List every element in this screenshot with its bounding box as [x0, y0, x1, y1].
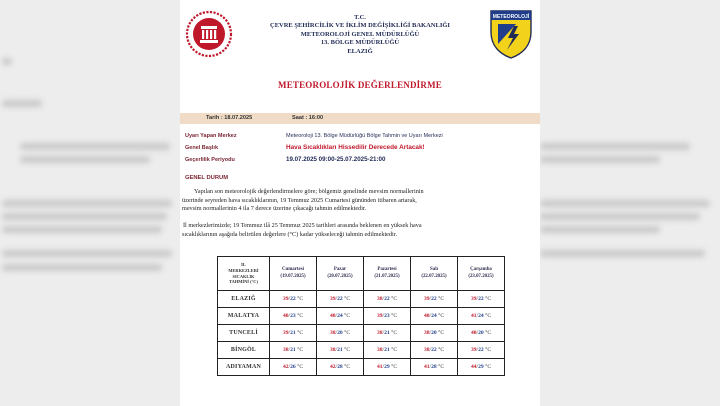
max-temp: 38 — [329, 347, 336, 353]
temp-unit: °C — [297, 330, 304, 336]
table-row — [218, 325, 505, 342]
table-city-cell: TUNCELİ — [218, 325, 270, 342]
table-city-cell: ELAZIĞ — [218, 291, 270, 308]
blurred-background-right — [540, 0, 720, 406]
table-temp-cell: 38/22 °C — [411, 342, 458, 359]
min-temp: 23 — [384, 313, 390, 319]
min-temp: 21 — [290, 347, 296, 353]
min-temp: 29 — [384, 364, 390, 370]
max-temp: 38 — [423, 330, 430, 336]
temp-unit: °C — [391, 296, 398, 302]
min-temp: 24 — [478, 313, 484, 319]
max-temp: 39 — [329, 296, 336, 302]
temp-unit: °C — [438, 364, 445, 370]
table-temp-cell: 40/20 °C — [458, 325, 505, 342]
temp-unit: °C — [391, 347, 398, 353]
table-temp-cell: 44/29 °C — [458, 359, 505, 376]
max-temp: 42 — [282, 364, 289, 370]
temp-unit: °C — [485, 364, 492, 370]
min-temp: 22 — [384, 296, 390, 302]
paragraph-1-line-1: Yapılan son meteorolojik değerlendirmelere göre; bölgemiz genelinde mevsim normallerinin — [194, 188, 424, 195]
table-temp-cell: 41/28 °C — [411, 359, 458, 376]
table-temp-cell: 42/26 °C — [270, 359, 317, 376]
temp-unit: °C — [344, 313, 351, 319]
min-temp: 22 — [478, 347, 484, 353]
document-page — [180, 0, 540, 406]
max-temp: 38 — [329, 330, 336, 336]
section-title-general: GENEL DURUM — [185, 175, 229, 181]
header-line-tc: T.C. — [354, 14, 366, 21]
max-temp: 38 — [376, 347, 383, 353]
table-temp-cell: 39/22 °C — [270, 291, 317, 308]
max-temp: 41 — [376, 364, 383, 370]
temp-unit: °C — [297, 296, 304, 302]
info-value-validity: 19.07.2025 09:00-25.07.2025-21:00 — [286, 156, 386, 163]
table-temp-cell: 39/22 °C — [458, 342, 505, 359]
max-temp: 41 — [470, 313, 477, 319]
temp-unit: °C — [485, 330, 492, 336]
table-temp-cell: 38/22 °C — [364, 291, 411, 308]
table-temp-cell: 39/22 °C — [317, 291, 364, 308]
max-temp: 38 — [423, 347, 430, 353]
min-temp: 21 — [384, 347, 390, 353]
table-temp-cell: 41/29 °C — [364, 359, 411, 376]
temp-unit: °C — [485, 347, 492, 353]
temp-unit: °C — [297, 313, 304, 319]
temp-unit: °C — [438, 330, 445, 336]
paragraph-general-1 — [182, 188, 534, 214]
table-header-row — [218, 257, 505, 291]
min-temp: 24 — [337, 313, 343, 319]
min-temp: 20 — [478, 330, 484, 336]
min-temp: 21 — [337, 347, 343, 353]
table-row — [218, 342, 505, 359]
min-temp: 20 — [337, 330, 343, 336]
table-row — [218, 359, 505, 376]
blurred-background-left — [0, 0, 180, 406]
table-temp-cell: 40/24 °C — [317, 308, 364, 325]
meteorology-shield-logo — [488, 8, 534, 60]
table-day-header: Cumartesi (19.07.2025) — [270, 257, 317, 291]
table-body — [218, 291, 505, 376]
header-line-directorate: METEOROLOJİ GENEL MÜDÜRLÜĞÜ — [300, 30, 420, 38]
table-temp-cell: 40/23 °C — [270, 308, 317, 325]
min-temp: 21 — [384, 330, 390, 336]
info-value-issuer: Meteoroloji 13. Bölge Müdürlüğü Bölge Tahmin ve Uyarı Merkezi — [286, 133, 443, 139]
table-temp-cell: 38/21 °C — [270, 342, 317, 359]
report-date: Tarih : 18.07.2025 — [206, 115, 253, 121]
paragraph-1-line-3: mevsim normallerinin 4 ila 7 derece üzerine çıkacağı tahmin edilmektedir. — [182, 205, 367, 213]
table-day-header: Pazar (20.07.2025) — [317, 257, 364, 291]
table-temp-cell: 39/21 °C — [270, 325, 317, 342]
min-temp: 22 — [337, 296, 343, 302]
max-temp: 41 — [423, 364, 430, 370]
max-temp: 38 — [376, 296, 383, 302]
meteorology-logo-text: METEOROLOJİ — [492, 14, 530, 20]
max-temp: 40 — [423, 313, 430, 319]
min-temp: 24 — [431, 313, 437, 319]
report-time: Saat : 16:00 — [292, 115, 324, 121]
temp-unit: °C — [391, 364, 398, 370]
min-temp: 20 — [431, 330, 437, 336]
min-temp: 28 — [431, 364, 437, 370]
table-temp-cell: 39/22 °C — [411, 291, 458, 308]
max-temp: 39 — [470, 347, 477, 353]
paragraph-1-line-2: üzerinde seyreden hava sıcaklıklarının, 19 Temmuz 2025 Cumartesi gününden itibaren artarak, — [182, 196, 417, 204]
info-label-issuer: Uyarı Yapan Merkez — [185, 133, 237, 139]
min-temp: 26 — [290, 364, 296, 370]
temp-unit: °C — [344, 364, 351, 370]
max-temp: 40 — [282, 313, 289, 319]
paragraph-general-2 — [182, 222, 534, 239]
temp-unit: °C — [391, 313, 398, 319]
temp-unit: °C — [485, 296, 492, 302]
max-temp: 39 — [282, 296, 289, 302]
max-temp: 39 — [470, 296, 477, 302]
info-label-validity: Geçerlilik Periyodu — [185, 157, 235, 163]
table-temp-cell: 38/21 °C — [317, 342, 364, 359]
table-row — [218, 291, 505, 308]
temp-unit: °C — [297, 364, 304, 370]
table-day-header: Çarşamba (23.07.2025) — [458, 257, 505, 291]
paragraph-2-line-1: İl merkezlerimizde; 19 Temmuz ilâ 25 Temmuz 2025 tarihleri arasında beklenen en yüksek hava — [183, 222, 422, 229]
max-temp: 39 — [376, 313, 383, 319]
table-temp-cell: 39/23 °C — [364, 308, 411, 325]
temp-unit: °C — [391, 330, 398, 336]
temp-unit: °C — [438, 296, 445, 302]
temp-unit: °C — [438, 313, 445, 319]
table-temp-cell: 41/24 °C — [458, 308, 505, 325]
header-line-city: ELAZIĞ — [347, 47, 373, 55]
min-temp: 22 — [431, 347, 437, 353]
max-temp: 40 — [329, 313, 336, 319]
ministry-seal-logo — [185, 10, 233, 58]
table-day-header: Pazartesi (21.07.2025) — [364, 257, 411, 291]
table-temp-cell: 38/20 °C — [411, 325, 458, 342]
temperature-forecast-table — [217, 256, 505, 376]
header-line-ministry: ÇEVRE ŞEHİRCİLİK VE İKLİM DEĞİŞİKLİĞİ BAKANLIĞI — [270, 22, 450, 30]
temp-unit: °C — [485, 313, 492, 319]
min-temp: 29 — [478, 364, 484, 370]
max-temp: 39 — [423, 296, 430, 302]
table-city-cell: MALATYA — [218, 308, 270, 325]
table-temp-cell: 38/20 °C — [317, 325, 364, 342]
table-day-header: Salı (22.07.2025) — [411, 257, 458, 291]
header-block — [240, 14, 480, 56]
table-row — [218, 308, 505, 325]
table-temp-cell: 42/28 °C — [317, 359, 364, 376]
max-temp: 38 — [376, 330, 383, 336]
table-temp-cell: 39/22 °C — [458, 291, 505, 308]
min-temp: 22 — [478, 296, 484, 302]
table-temp-cell: 40/24 °C — [411, 308, 458, 325]
temp-unit: °C — [344, 296, 351, 302]
info-value-headline: Hava Sıcaklıkları Hissedilir Derecede Artacak! — [286, 144, 425, 151]
max-temp: 39 — [282, 330, 289, 336]
min-temp: 22 — [290, 296, 296, 302]
info-label-headline: Genel Başlık — [185, 145, 219, 151]
temp-unit: °C — [344, 330, 351, 336]
max-temp: 38 — [282, 347, 289, 353]
table-city-cell: ADIYAMAN — [218, 359, 270, 376]
paragraph-2-line-2: sıcaklıklarının aşağıda belirtilen değerlere (°C) kadar yükseleceği tahmin edilmektedir. — [182, 230, 398, 238]
table-temp-cell: 38/21 °C — [364, 325, 411, 342]
temp-unit: °C — [344, 347, 351, 353]
table-temp-cell: 38/21 °C — [364, 342, 411, 359]
max-temp: 42 — [329, 364, 336, 370]
min-temp: 23 — [290, 313, 296, 319]
header-line-region: 13. BÖLGE MÜDÜRLÜĞÜ — [320, 39, 400, 47]
temp-unit: °C — [438, 347, 445, 353]
min-temp: 21 — [290, 330, 296, 336]
table-city-cell: BİNGÖL — [218, 342, 270, 359]
table-corner-header: İL MERKEZLERİ SICAKLIK TAHMİNİ (°C) — [218, 257, 270, 291]
document-title: METEOROLOJİK DEĞERLENDİRME — [278, 80, 442, 90]
temp-unit: °C — [297, 347, 304, 353]
date-band — [180, 113, 540, 124]
min-temp: 22 — [431, 296, 437, 302]
min-temp: 28 — [337, 364, 343, 370]
max-temp: 44 — [470, 364, 477, 370]
max-temp: 40 — [470, 330, 477, 336]
